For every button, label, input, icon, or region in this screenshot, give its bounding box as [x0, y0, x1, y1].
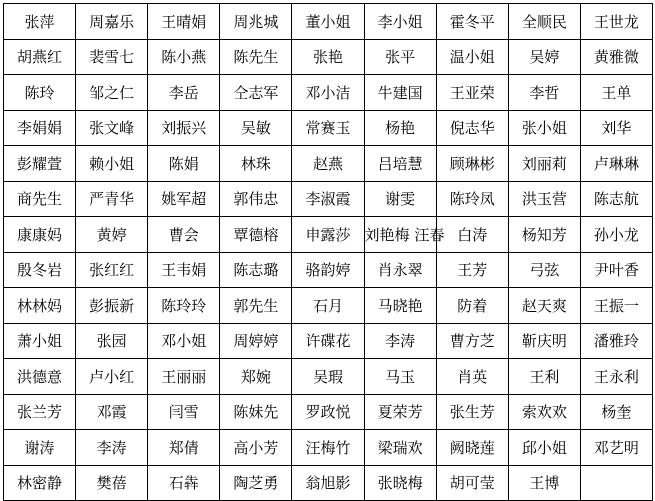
name-cell: 王晴娟 — [148, 4, 220, 40]
name-cell: 郭伟忠 — [220, 181, 292, 217]
name-cell: 张文峰 — [76, 110, 148, 146]
name-cell: 林珠 — [220, 146, 292, 182]
table-row — [4, 39, 653, 75]
name-cell: 马玉 — [364, 359, 436, 395]
name-cell: 卢琳琳 — [580, 146, 652, 182]
name-cell: 尹叶香 — [580, 252, 652, 288]
name-cell: 覃德榕 — [220, 217, 292, 253]
name-cell: 邓霞 — [76, 394, 148, 430]
name-cell: 曹方芝 — [436, 323, 508, 359]
name-cell: 王世龙 — [580, 4, 652, 40]
name-cell: 王丽丽 — [148, 359, 220, 395]
name-cell: 杨奎 — [580, 394, 652, 430]
name-cell: 骆韵婷 — [292, 252, 364, 288]
name-cell: 张晓梅 — [364, 465, 436, 501]
name-cell: 王单 — [580, 75, 652, 111]
name-cell: 胡可莹 — [436, 465, 508, 501]
name-cell: 李小姐 — [364, 4, 436, 40]
name-cell: 王亚荣 — [436, 75, 508, 111]
name-cell: 张小姐 — [508, 110, 580, 146]
name-cell: 陈志航 — [580, 181, 652, 217]
name-cell: 王博 — [508, 465, 580, 501]
name-cell: 王永利 — [580, 359, 652, 395]
name-cell: 张红红 — [76, 252, 148, 288]
name-cell: 肖英 — [436, 359, 508, 395]
name-cell: 黄雅微 — [580, 39, 652, 75]
name-cell: 赖小姐 — [76, 146, 148, 182]
name-cell: 申露莎 — [292, 217, 364, 253]
name-cell: 陈先生 — [220, 39, 292, 75]
name-cell: 吴瑕 — [292, 359, 364, 395]
name-cell: 顾琳彬 — [436, 146, 508, 182]
name-cell: 常赛玉 — [292, 110, 364, 146]
name-cell: 潘雅玲 — [580, 323, 652, 359]
name-cell: 张艳 — [292, 39, 364, 75]
name-cell: 彭振新 — [76, 288, 148, 324]
name-cell: 邓小姐 — [148, 323, 220, 359]
name-cell: 张生芳 — [436, 394, 508, 430]
table-row — [4, 394, 653, 430]
name-cell: 商先生 — [4, 181, 76, 217]
name-cell: 郭先生 — [220, 288, 292, 324]
name-cell: 赵天爽 — [508, 288, 580, 324]
name-cell: 阙晓莲 — [436, 430, 508, 466]
name-cell: 全顺民 — [508, 4, 580, 40]
name-cell: 周兆城 — [220, 4, 292, 40]
name-cell: 王芳 — [436, 252, 508, 288]
name-cell: 李娟娟 — [4, 110, 76, 146]
name-cell: 彭耀萱 — [4, 146, 76, 182]
table-row — [4, 359, 653, 395]
name-cell: 陈玲凤 — [436, 181, 508, 217]
name-cell: 孙小龙 — [580, 217, 652, 253]
name-cell: 张平 — [364, 39, 436, 75]
name-cell: 裴雪七 — [76, 39, 148, 75]
name-cell: 邓小洁 — [292, 75, 364, 111]
name-cell: 王利 — [508, 359, 580, 395]
name-cell: 陈玲玲 — [148, 288, 220, 324]
name-cell: 郑倩 — [148, 430, 220, 466]
name-cell: 谢雯 — [364, 181, 436, 217]
table-row — [4, 4, 653, 40]
name-cell: 胡燕红 — [4, 39, 76, 75]
name-cell: 闫雪 — [148, 394, 220, 430]
name-cell: 许碟花 — [292, 323, 364, 359]
name-cell: 郑婉 — [220, 359, 292, 395]
name-cell: 仝志军 — [220, 75, 292, 111]
name-cell: 吴敏 — [220, 110, 292, 146]
name-cell: 陶芝勇 — [220, 465, 292, 501]
name-cell: 萧小姐 — [4, 323, 76, 359]
name-cell: 姚军超 — [148, 181, 220, 217]
table-row — [4, 75, 653, 111]
name-cell: 李涛 — [76, 430, 148, 466]
table-row — [4, 288, 653, 324]
name-cell: 石月 — [292, 288, 364, 324]
table-row — [4, 252, 653, 288]
name-cell: 王韦娟 — [148, 252, 220, 288]
name-cell: 康康妈 — [4, 217, 76, 253]
name-cell: 倪志华 — [436, 110, 508, 146]
name-cell: 弓弦 — [508, 252, 580, 288]
name-cell: 李涛 — [364, 323, 436, 359]
name-cell: 王振一 — [580, 288, 652, 324]
name-cell: 刘艳梅 汪春 — [364, 217, 436, 253]
name-cell: 梁瑞欢 — [364, 430, 436, 466]
name-cell: 董小姐 — [292, 4, 364, 40]
name-cell: 李岳 — [148, 75, 220, 111]
name-cell: 吕培慧 — [364, 146, 436, 182]
names-table — [3, 3, 653, 501]
name-cell: 石犇 — [148, 465, 220, 501]
name-cell: 陈志璐 — [220, 252, 292, 288]
name-cell: 洪玉营 — [508, 181, 580, 217]
name-cell: 罗政悦 — [292, 394, 364, 430]
name-cell: 夏荣芳 — [364, 394, 436, 430]
name-cell: 陈小燕 — [148, 39, 220, 75]
name-cell: 赵燕 — [292, 146, 364, 182]
name-cell: 卢小红 — [76, 359, 148, 395]
name-cell: 洪德意 — [4, 359, 76, 395]
name-cell: 周嘉乐 — [76, 4, 148, 40]
name-cell: 靳庆明 — [508, 323, 580, 359]
name-cell: 曹会 — [148, 217, 220, 253]
name-cell: 刘华 — [580, 110, 652, 146]
name-cell: 汪梅竹 — [292, 430, 364, 466]
name-cell: 李淑霞 — [292, 181, 364, 217]
name-cell: 翁旭影 — [292, 465, 364, 501]
name-cell: 杨知芳 — [508, 217, 580, 253]
name-cell: 刘振兴 — [148, 110, 220, 146]
name-cell: 樊蓓 — [76, 465, 148, 501]
table-row — [4, 146, 653, 182]
name-cell: 牛建国 — [364, 75, 436, 111]
name-cell: 刘丽莉 — [508, 146, 580, 182]
name-cell: 周婷婷 — [220, 323, 292, 359]
table-row — [4, 110, 653, 146]
table-row — [4, 430, 653, 466]
name-cell: 肖永翠 — [364, 252, 436, 288]
name-cell: 陈玲 — [4, 75, 76, 111]
name-cell: 霍冬平 — [436, 4, 508, 40]
name-cell: 杨艳 — [364, 110, 436, 146]
name-cell: 白涛 — [436, 217, 508, 253]
name-cell: 李哲 — [508, 75, 580, 111]
name-cell: 吴婷 — [508, 39, 580, 75]
name-cell: 马晓艳 — [364, 288, 436, 324]
name-cell: 张兰芳 — [4, 394, 76, 430]
name-cell: 陈娟 — [148, 146, 220, 182]
name-cell: 黄婷 — [76, 217, 148, 253]
name-cell: 林密静 — [4, 465, 76, 501]
name-cell: 高小芳 — [220, 430, 292, 466]
name-cell: 索欢欢 — [508, 394, 580, 430]
table-row — [4, 465, 653, 501]
name-cell: 张园 — [76, 323, 148, 359]
name-cell: 殷冬岩 — [4, 252, 76, 288]
name-cell: 张萍 — [4, 4, 76, 40]
names-table-body — [4, 4, 653, 501]
name-cell: 严青华 — [76, 181, 148, 217]
table-row — [4, 217, 653, 253]
table-row — [4, 181, 653, 217]
name-cell: 林林妈 — [4, 288, 76, 324]
name-cell: 温小姐 — [436, 39, 508, 75]
name-cell: 邹之仁 — [76, 75, 148, 111]
name-cell: 防着 — [436, 288, 508, 324]
name-cell: 谢涛 — [4, 430, 76, 466]
name-cell — [580, 465, 652, 501]
name-cell: 邱小姐 — [508, 430, 580, 466]
name-cell: 陈妹先 — [220, 394, 292, 430]
name-cell: 邓艺明 — [580, 430, 652, 466]
table-row — [4, 323, 653, 359]
